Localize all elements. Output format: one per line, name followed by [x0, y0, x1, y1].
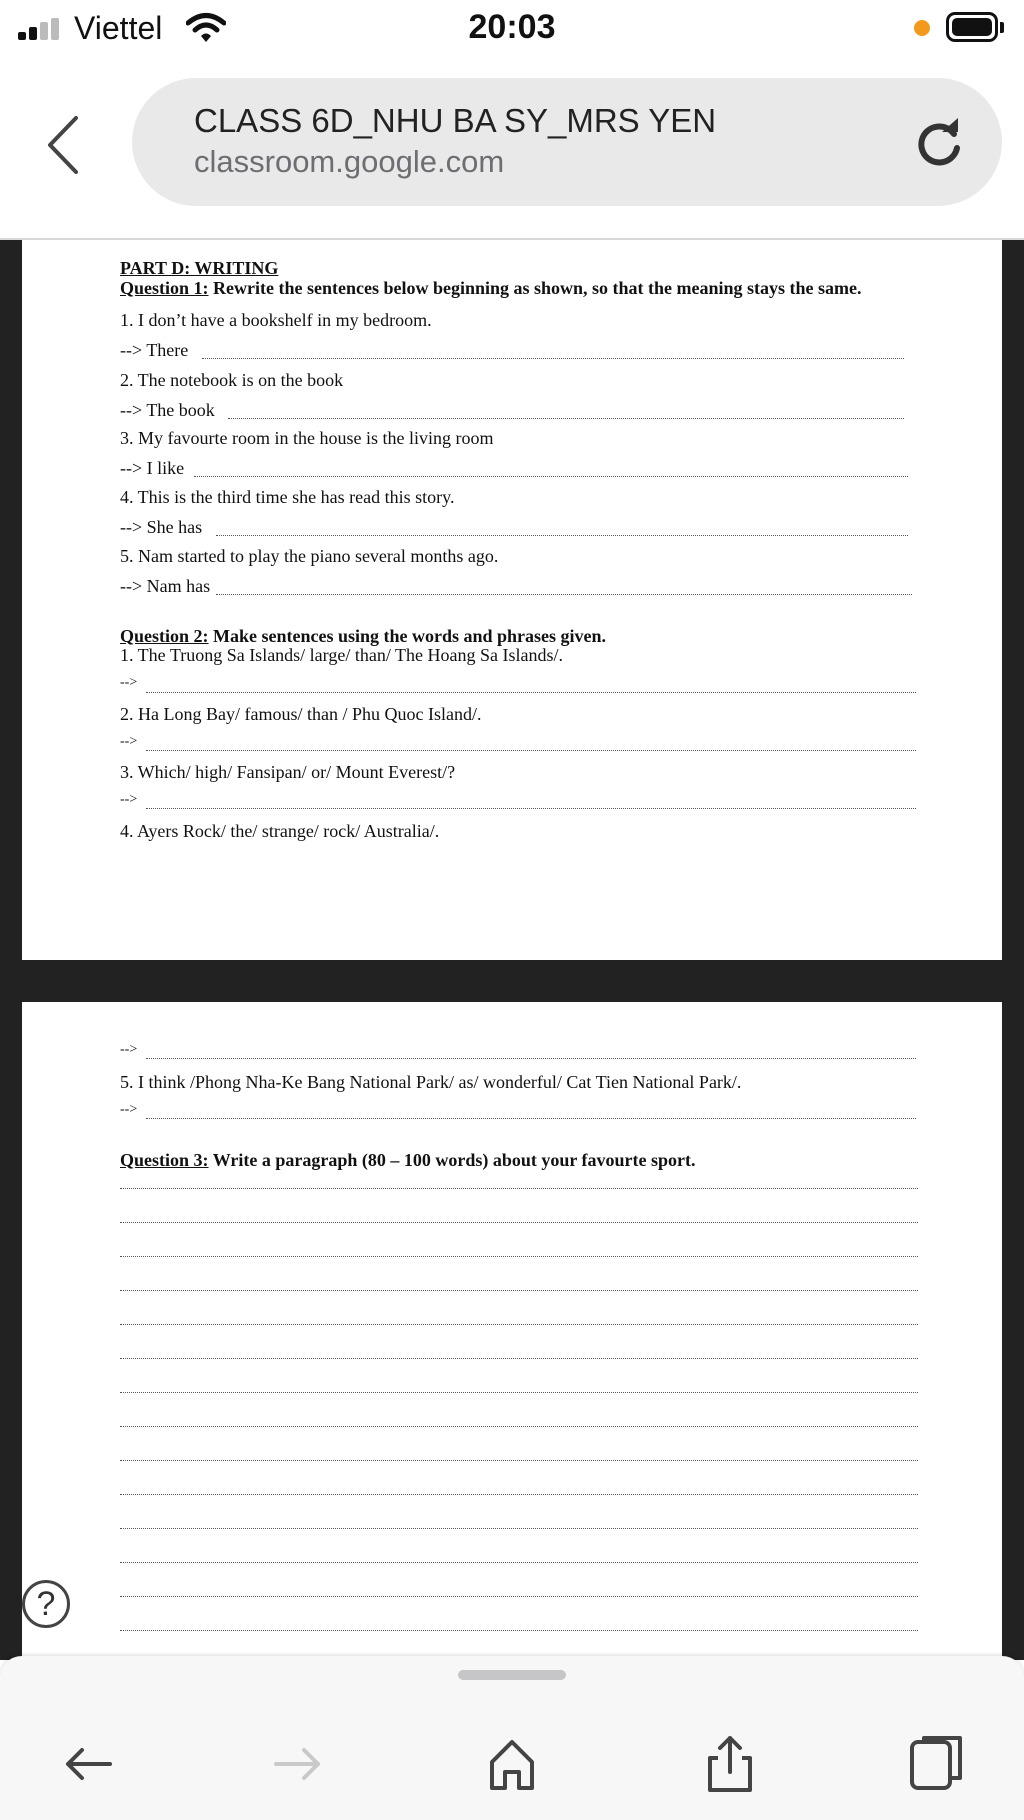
answer-line — [194, 476, 908, 477]
q1-sentence-1: 1. I don’t have a bookshelf in my bedroom. — [120, 310, 432, 330]
q1-prompt-5: --> Nam has — [120, 576, 211, 596]
paragraph-line — [120, 1596, 918, 1597]
q2-item-1: 1. The Truong Sa Islands/ large/ than/ The Hoang Sa Islands/. — [120, 645, 563, 665]
q2-arrow: --> — [120, 1042, 138, 1057]
paragraph-line — [120, 1426, 918, 1427]
back-arrow-icon[interactable] — [58, 1734, 118, 1794]
document-page-1 — [22, 240, 1002, 960]
battery-icon — [946, 12, 998, 42]
q2-arrow: --> — [120, 734, 138, 749]
question-3-heading — [120, 1150, 696, 1171]
address-bar[interactable] — [132, 78, 1002, 206]
share-icon[interactable] — [700, 1734, 760, 1794]
q1-sentence-2: 2. The notebook is on the book — [120, 370, 344, 390]
answer-line — [228, 418, 904, 419]
question-2-label: Question 2: — [120, 626, 209, 646]
answer-line — [146, 692, 916, 693]
q2-item-4: 4. Ayers Rock/ the/ strange/ rock/ Australia/. — [120, 821, 440, 841]
paragraph-line — [120, 1460, 918, 1461]
home-icon[interactable] — [482, 1734, 542, 1794]
status-time: 20:03 — [468, 8, 556, 46]
question-3-label: Question 3: — [120, 1150, 209, 1170]
page-title: CLASS 6D_NHU BA SY_MRS YEN — [194, 102, 717, 139]
q1-sentence-3: 3. My favourte room in the house is the living room — [120, 428, 494, 448]
q2-arrow: --> — [120, 675, 138, 690]
sheet-grabber[interactable] — [458, 1670, 566, 1680]
paragraph-line — [120, 1562, 918, 1563]
paragraph-line — [120, 1324, 918, 1325]
question-2-heading — [120, 626, 606, 647]
paragraph-line — [120, 1188, 918, 1189]
answer-line — [146, 808, 916, 809]
question-2-instruction: Make sentences using the words and phrases given. — [208, 626, 607, 646]
status-bar — [0, 0, 1024, 56]
q2-arrow: --> — [120, 1102, 138, 1117]
q1-sentence-4: 4. This is the third time she has read this story. — [120, 487, 455, 507]
answer-line — [146, 750, 916, 751]
back-chevron-icon[interactable] — [40, 110, 90, 180]
paragraph-line — [120, 1222, 918, 1223]
privacy-indicator-dot — [914, 20, 930, 36]
q1-prompt-1: --> There — [120, 340, 189, 360]
browser-toolbar — [0, 1656, 1024, 1820]
answer-line — [216, 535, 908, 536]
document-page-2 — [22, 1002, 1002, 1702]
tabs-icon[interactable] — [906, 1734, 966, 1794]
q1-prompt-2: --> The book — [120, 400, 215, 420]
q1-prompt-3: --> I like — [120, 458, 185, 478]
answer-line — [202, 358, 904, 359]
battery-tip — [1000, 22, 1004, 33]
forward-arrow-icon[interactable] — [268, 1734, 328, 1794]
help-button[interactable]: ? — [22, 1580, 70, 1628]
q2-item-2: 2. Ha Long Bay/ famous/ than / Phu Quoc Island/. — [120, 704, 482, 724]
q2-item-3: 3. Which/ high/ Fansipan/ or/ Mount Everest/? — [120, 762, 456, 782]
part-title: PART D: WRITING — [120, 258, 279, 278]
answer-line — [146, 1118, 916, 1119]
paragraph-line — [120, 1392, 918, 1393]
q2-arrow: --> — [120, 792, 138, 807]
carrier-name: Viettel — [74, 10, 163, 46]
paragraph-line — [120, 1290, 918, 1291]
paragraph-line — [120, 1630, 918, 1631]
paragraph-line — [120, 1494, 918, 1495]
paragraph-line — [120, 1256, 918, 1257]
site-domain: classroom.google.com — [194, 144, 505, 179]
question-1-heading — [120, 278, 862, 299]
paragraph-line — [120, 1358, 918, 1359]
question-1-label: Question 1: — [120, 278, 209, 298]
q1-sentence-5: 5. Nam started to play the piano several months ago. — [120, 546, 499, 566]
answer-line — [216, 594, 912, 595]
q2-item-5: 5. I think /Phong Nha-Ke Bang National Park/ as/ wonderful/ Cat Tien National Park/. — [120, 1072, 742, 1092]
paragraph-line — [120, 1528, 918, 1529]
reload-icon[interactable] — [912, 116, 966, 170]
document-viewer[interactable] — [0, 240, 1024, 1660]
q1-prompt-4: --> She has — [120, 517, 203, 537]
question-1-instruction: Rewrite the sentences below beginning as shown, so that the meaning stays the same. — [208, 278, 862, 298]
question-3-instruction: Write a paragraph (80 – 100 words) about your favourte sport. — [208, 1150, 696, 1170]
answer-line — [146, 1058, 916, 1059]
